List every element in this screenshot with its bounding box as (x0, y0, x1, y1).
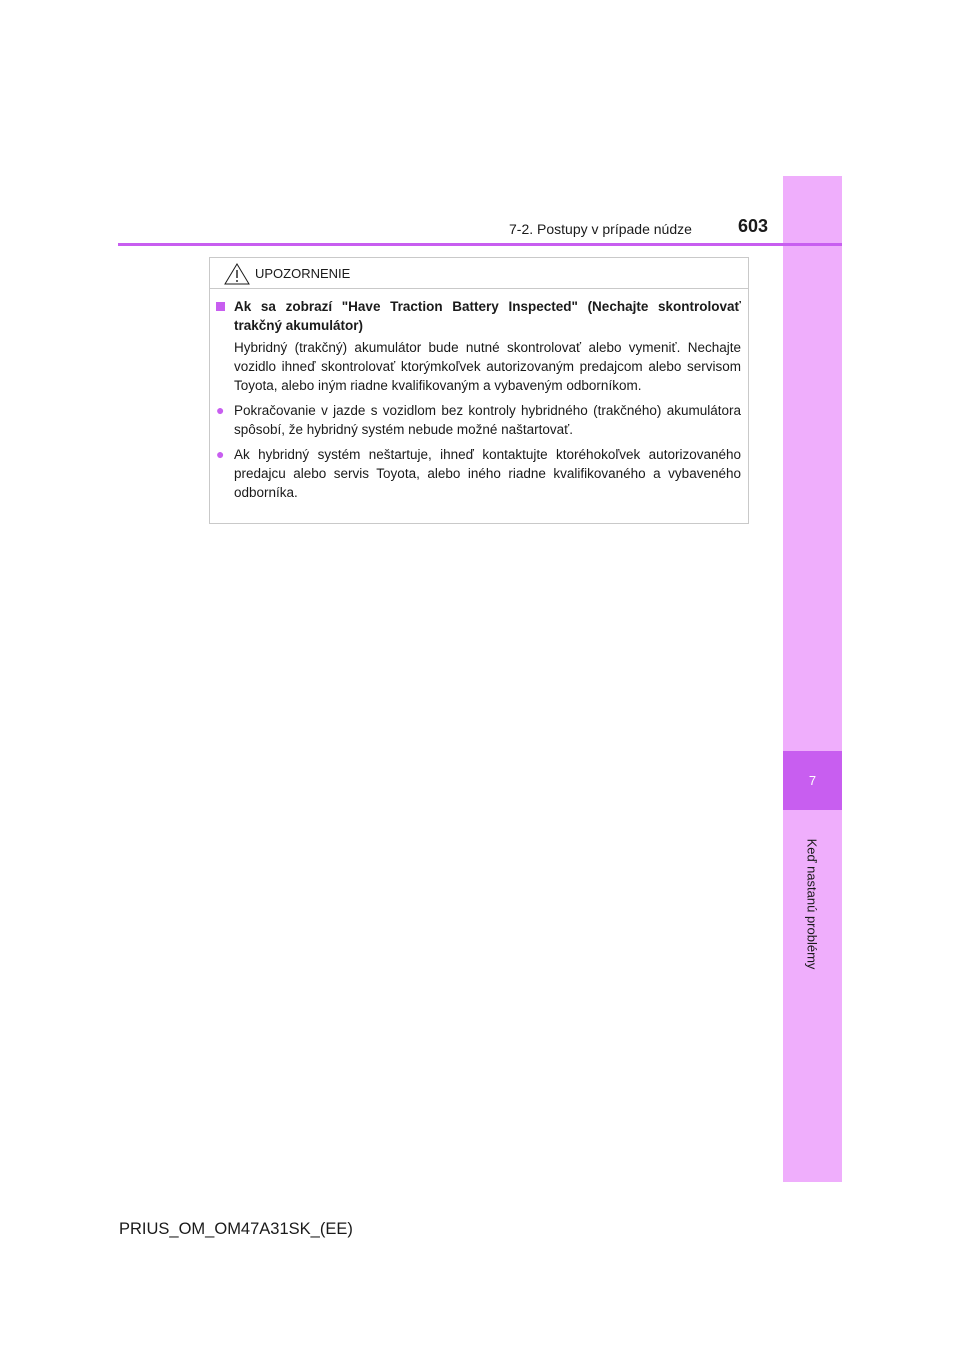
circle-bullet-icon: ● (216, 402, 225, 418)
warning-triangle-icon (224, 263, 250, 285)
list-item (216, 445, 741, 502)
warning-box (209, 257, 749, 524)
warning-item-heading (216, 297, 741, 335)
square-bullet-icon (216, 302, 225, 311)
header-divider (118, 243, 842, 246)
document-code: PRIUS_OM_OM47A31SK_(EE) (119, 1220, 353, 1238)
warning-header (210, 258, 748, 289)
chapter-number: 7 (783, 751, 842, 810)
list-item (216, 401, 741, 439)
warning-body (210, 289, 748, 502)
chapter-side-tab (783, 176, 842, 1182)
warning-heading-text: Ak sa zobrazí "Have Traction Battery Inspected" (Nechajte skontrolovať trakčný akumulátor) (234, 299, 741, 333)
page-number: 603 (738, 216, 769, 236)
chapter-title: Keď nastanú problémy (804, 838, 820, 970)
circle-bullet-icon: ● (216, 446, 225, 462)
section-title: 7-2. Postupy v prípade núdze (509, 221, 692, 237)
warning-title: UPOZORNENIE (255, 265, 351, 281)
warning-paragraph: Hybridný (trakčný) akumulátor bude nutné skontrolovať alebo vymeniť. Nechajte vozidlo ihneď skontrolovať ktorýmkoľvek autorizovaným predajcom alebo servisom Toyota, alebo iným riadne kvalifikovaným a vybaveným odborníkom. (234, 340, 741, 393)
list-item-text: Ak hybridný systém neštartuje, ihneď kontaktujte ktoréhokoľvek autorizovaného predajcu alebo servis Toyota, alebo iného riadne kvalifikovaného a vybaveného odborníka. (234, 447, 741, 500)
list-item-text: Pokračovanie v jazde s vozidlom bez kontroly hybridného (trakčného) akumulátora spôsobí, že hybridný systém nebude možné naštartovať. (234, 403, 741, 437)
